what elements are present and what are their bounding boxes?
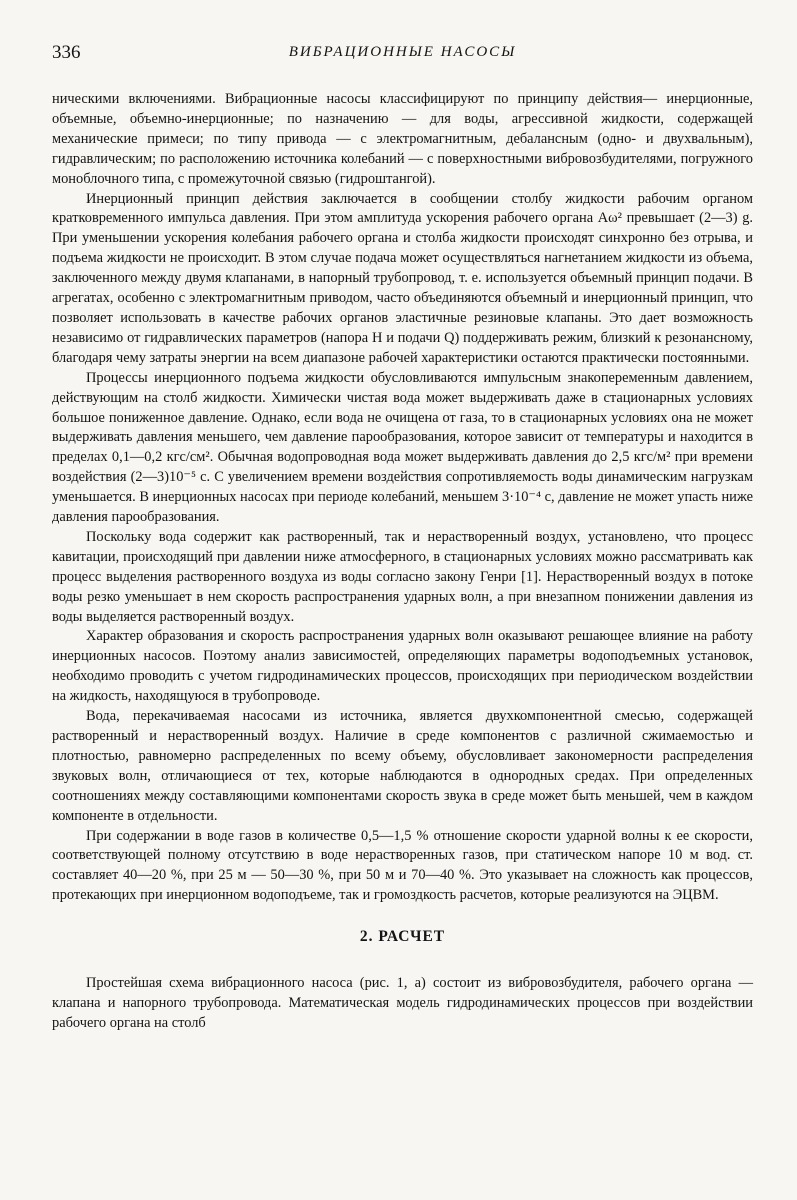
- paragraph-inertial-principle: Инерционный принцип действия заключается в сообщении столбу жидкости рабочим органом кратковременного импульса давления. При этом амплитуда ускорения рабочего органа Aω² превышает (2—3) g. При уменьшении ускорения колебания рабочего органа и столба жидкости происходят синхронно без отрыва, и подъема жидкости не происходит. В этом случае подача может осуществляться нагнетанием жидкости из объема, заключенного между двумя клапанами, в напорный трубопровод, т. е. используется объемный принцип подачи. В агрегатах, особенно с электромагнитным приводом, часто объединяются объемный и инерционный принцип, что позволяет использовать в качестве рабочих органов эластичные резиновые клапаны. Это дает возможность независимо от гидравлических параметров (напора H и подачи Q) поддерживать режим, близкий к резонансному, благодаря чему затраты энергии на всем диапазоне рабочей характеристики остаются практически постоянными.: [52, 190, 753, 366]
- paragraph-cavitation: Поскольку вода содержит как растворенный, так и нерастворенный воздух, установлено, что процесс кавитации, происходящий при давлении ниже атмосферного, в стационарных условиях можно рассматривать как процесс выделения растворенного воздуха из воды согласно закону Генри [1]. Нерастворенный воздух в потоке воды резко уменьшает в нем скорость распространения ударных волн, а при внезапном понижении давления из воды выделяется растворенный воздух.: [52, 528, 753, 625]
- page-number: 336: [52, 42, 81, 63]
- page-body: [52, 90, 753, 1034]
- section-heading: 2. РАСЧЕТ: [359, 928, 446, 946]
- paragraph-classification: ническими включениями. Вибрационные насосы классифицируют по принципу действия— инерционные, объемные, объемно-инерционные; по назначению — для воды, агрессивной жидкости, содержащей механические примеси; по типу привода — с электромагнитным, дебалансным (одно- и двухвальным), гидравлическим; по расположению источника колебаний — с поверхностными вибровозбудителями, погружного моноблочного типа, с промежуточной связью (гидроштангой).: [52, 91, 753, 187]
- paragraph-gas-content: При содержании в воде газов в количестве 0,5—1,5 % отношение скорости ударной волны к ее скорости, соответствующей полному отсутствию в воде нерастворенных газов, при статическом напоре 10 м вод. ст. составляет 40—20 %, при 25 м — 50—30 %, при 50 м и 70—40 %. Это указывает на сложность как процессов, протекающих при инерционном водоподъеме, так и громоздкость расчетов, которые реализуются на ЭЦВМ.: [52, 827, 753, 904]
- paragraph-pressure-processes: Процессы инерционного подъема жидкости обусловливаются импульсным знакопеременным давлением, действующим на столб жидкости. Химически чистая вода может выдерживать даже в стационарных условиях большое пониженное давление. Однако, если вода не очищена от газа, то в стационарных условиях она не может выдерживать давления меньшего, чем давление парообразования, которое зависит от температуры и находится в пределах 0,1—0,2 кгс/см². Обычная водопроводная вода может выдерживать давления до 2,5 кгс/м² при времени воздействия (2—3)10⁻⁵ с. С увеличением времени воздействия сопротивляемость воды динамическим нагрузкам уменьшается. В инерционных насосах при периоде колебаний, меньшем 3·10⁻⁴ с, давление не может упасть ниже давления парообразования.: [52, 369, 753, 526]
- paragraph-shock-waves: Характер образования и скорость распространения ударных волн оказывают решающее влияние на работу инерционных насосов. Поэтому анализ зависимостей, определяющих параметры водоподъемных установок, необходимо проводить с учетом гидродинамических процессов, происходящих при периодическом воздействии на жидкость, находящуюся в трубопроводе.: [52, 628, 753, 705]
- running-title: ВИБРАЦИОННЫЕ НАСОСЫ: [288, 44, 517, 60]
- paragraph-simple-scheme: Простейшая схема вибрационного насоса (рис. 1, а) состоит из вибровозбудителя, рабочего органа — клапана и напорного трубопровода. Математическая модель гидродинамических процессов при воздействии рабочего органа на столб: [52, 975, 753, 1031]
- paragraph-two-component-mixture: Вода, перекачиваемая насосами из источника, является двухкомпонентной смесью, содержащей растворенный и нерастворенный воздух. Наличие в среде компонентов с различной сжимаемостью и плотностью, равномерно распределенных по всему объему, обусловливает закономерности распределения звуковых волн, отличающиеся от тех, которые наблюдаются в однородных средах. При определенных соотношениях между составляющими компонентами скорость звука в среде может быть меньшей, чем в каждом компоненте в отдельности.: [52, 708, 753, 824]
- page-header: [52, 42, 753, 66]
